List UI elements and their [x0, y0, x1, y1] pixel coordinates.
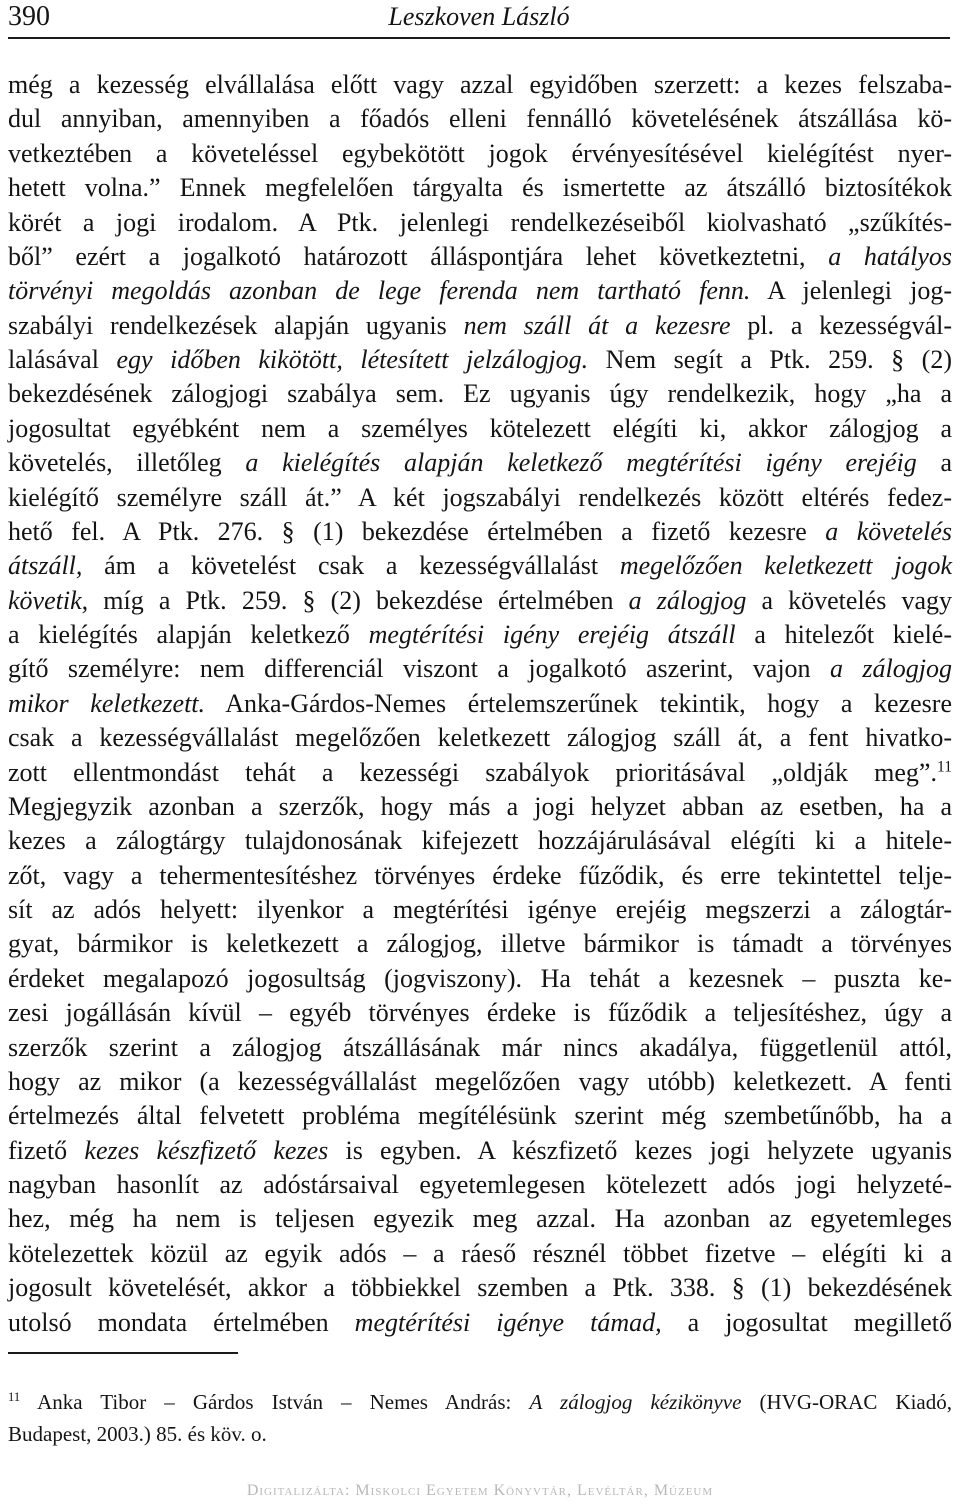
footnote-marker: 11: [8, 1390, 21, 1404]
text-line: [8, 171, 952, 205]
text-line: [8, 343, 952, 377]
text-line: [8, 446, 952, 480]
text-run: kielégítő személyre száll át.” A két jogszabályi rendelkezés között eltérés fedez-: [8, 482, 952, 512]
text-run: ám a követelést csak a kezességvállalást: [82, 551, 620, 581]
text-run: Anka Tibor – Gárdos István – Nemes András:: [20, 1390, 530, 1414]
text-run: zesi jogállásán kívül – egyéb törvényes érdeke is fűződik a teljesítéshez, úgy a: [8, 998, 952, 1028]
text-line: [8, 721, 952, 755]
text-line: [8, 893, 952, 927]
text-line: [8, 68, 952, 102]
text-line: [8, 240, 952, 274]
text-line: [8, 790, 952, 824]
text-run: zott ellentmondást tehát a kezességi szabályok prioritásával „oldják meg”.: [8, 757, 937, 787]
text-line: [8, 996, 952, 1030]
text-run: utolsó mondata értelmében: [8, 1307, 355, 1337]
italic-run: kezes készfizető kezes: [84, 1135, 329, 1165]
italic-run: nem száll át a kezesre: [463, 310, 731, 340]
italic-run: megelőzően keletkezett jogok: [619, 551, 952, 581]
text-run: a jogosultat megillető: [661, 1307, 952, 1337]
text-line: [8, 102, 952, 136]
italic-run: megtérítési igény erejéig átszáll: [368, 620, 736, 649]
digitization-watermark: Digitalizálta: Miskolci Egyetem Könyvtár, Levéltár, Múzeum: [246, 1482, 714, 1499]
italic-run: mikor keletkezett.: [8, 688, 206, 718]
text-line: [8, 549, 952, 583]
page-header: [8, 0, 950, 36]
italic-run: A zálogjog kézikönyve: [529, 1390, 742, 1414]
text-line: [8, 377, 952, 411]
text-run: (HVG-ORAC Kiadó,: [741, 1390, 952, 1414]
italic-run: a hatályos: [828, 241, 952, 271]
body-text: [8, 68, 952, 1340]
text-line: [8, 1134, 952, 1168]
text-run: jogosult követelését, akkor a többiekkel szemben a Ptk. 338. § (1) bekezdésének: [8, 1273, 952, 1303]
text-run: zőt, vagy a tehermentesítéshez törvényes érdeke fűződik, és erre tekintettel telje-: [8, 860, 952, 890]
text-run: nagyban hasonlít az adóstársaival egyetemlegesen kötelezett adós jogi helyzeté-: [8, 1170, 952, 1199]
text-run: sít az adós helyett: ilyenkor a megtérítési igénye erejéig megszerzi a zálogtár-: [8, 895, 952, 924]
text-line: [8, 824, 952, 858]
text-run: A jelenlegi jog-: [750, 276, 952, 306]
text-run: szerzők szerint a zálogjog átszállásának már nincs akadálya, függetlenül attól,: [8, 1032, 952, 1062]
text-run: vetkeztében a követeléssel egybekötött jogok érvényesítésével kielégítést nyer-: [8, 138, 952, 168]
text-run: érdeket megalapozó jogosultság (jogviszony). Ha tehát a kezesnek – puszta ke-: [8, 963, 952, 993]
text-run: míg a Ptk. 259. § (2) bekezdése értelmében: [88, 585, 629, 615]
text-run: kezes a zálogtárgy tulajdonosának kifejezett hozzájárulásával elégíti ki a hitele-: [8, 826, 952, 856]
text-line: [8, 137, 952, 171]
footnote-line: [8, 1386, 952, 1418]
text-run: gítő személyre: nem differenciál viszont a jogalkotó aszerint, vajon: [8, 654, 830, 684]
text-line: [8, 859, 952, 893]
text-line: [8, 1237, 952, 1271]
text-run: a hitelezőt kielé-: [735, 620, 952, 649]
text-line: [8, 1065, 952, 1099]
text-run: lalásával: [8, 345, 117, 374]
text-line: [8, 1271, 952, 1305]
italic-run: a kielégítés alapján keletkező megtérítési igény erejéig: [245, 448, 917, 478]
italic-run: megtérítési igénye támad,: [354, 1307, 662, 1337]
text-run: a kielégítés alapján keletkező: [8, 620, 369, 649]
text-run: hető fel. A Ptk. 276. § (1) bekezdése értelmében a fizető kezesre: [8, 516, 826, 546]
text-run: Budapest, 2003.) 85. és köv. o.: [8, 1422, 267, 1446]
text-run: Anka-Gárdos-Nemes értelemszerűnek tekintik, hogy a kezesre: [205, 688, 952, 718]
text-run: hetett volna.” Ennek megfelelően tárgyalta és ismertette az átszálló biztosítékok: [8, 173, 952, 203]
text-line: [8, 584, 952, 618]
text-line: [8, 412, 952, 446]
text-run: csak a kezességvállalást megelőzően keletkezett zálogjog száll át, a fent hivatko-: [8, 723, 952, 753]
text-run: követelés, illetőleg: [8, 448, 246, 478]
footnote-separator: [8, 1352, 238, 1354]
text-line: [8, 1202, 952, 1236]
text-line: [8, 756, 952, 790]
text-line: [8, 1099, 952, 1133]
text-run: körét a jogi irodalom. A Ptk. jelenlegi rendelkezéseiből kiolvasható „szűkítés-: [8, 207, 952, 237]
text-run: hogy az mikor (a kezességvállalást megelőzően vagy utóbb) keletkezett. A fenti: [8, 1066, 952, 1096]
text-line: [8, 274, 952, 308]
text-line: [8, 515, 952, 549]
text-run: még a kezesség elvállalása előtt vagy azzal egyidőben szerzett: a kezes felszaba-: [8, 70, 952, 99]
text-run: Megjegyzik azonban a szerzők, hogy más a jogi helyzet abban az esetben, ha a: [8, 791, 952, 821]
text-line: [8, 206, 952, 240]
text-run: Nem segít a Ptk. 259. § (2): [588, 345, 953, 374]
italic-run: egy időben kikötött, létesített jelzálogjog.: [116, 345, 589, 374]
text-run: értelmezés által felvetett probléma megítélésünk szerint még szembetűnőbb, ha a: [8, 1101, 952, 1131]
header-rule: [8, 37, 950, 39]
text-line: [8, 962, 952, 996]
text-line: [8, 1306, 952, 1340]
italic-run: a zálogjog: [628, 585, 747, 615]
footnotes: [8, 1386, 952, 1450]
text-run: kötelezettek közül az egyik adós – a ráeső résznél többet fizetve – elégíti ki a: [8, 1238, 952, 1268]
text-run: jogosultat egyébként nem a személyes kötelezett elégíti ki, akkor zálogjog a: [8, 413, 952, 443]
text-line: [8, 309, 952, 343]
text-line: [8, 1031, 952, 1065]
text-run: a követelés vagy: [746, 585, 952, 615]
page-number: 390: [8, 1, 50, 32]
footnote-line: [8, 1418, 952, 1450]
text-line: [8, 618, 952, 652]
text-run: gyat, bármikor is keletkezett a zálogjog, illetve bármikor is támadt a törvényes: [8, 929, 952, 959]
text-line: [8, 687, 952, 721]
text-run: a: [916, 448, 952, 478]
text-run: ből” ezért a jogalkotó határozott álláspontjára lehet következtetni,: [8, 241, 829, 271]
text-line: [8, 481, 952, 515]
text-run: pl. a kezességvál-: [730, 310, 952, 340]
text-run: dul annyiban, amennyiben a főadós elleni fennálló követelésének átszállása kö-: [8, 104, 952, 134]
text-line: [8, 1168, 952, 1202]
italic-run: a zálogjog: [830, 654, 952, 684]
italic-run: törvényi megoldás azonban de lege ferenda nem tartható fenn.: [8, 276, 751, 306]
text-run: hez, még ha nem is teljesen egyezik meg azzal. Ha azonban az egyetemleges: [8, 1204, 952, 1234]
italic-run: követik,: [8, 585, 89, 615]
running-head: Leszkoven László: [388, 2, 570, 31]
text-run: fizető: [8, 1135, 85, 1165]
footnote-marker: 11: [936, 757, 952, 775]
text-run: is egyben. A készfizető kezes jogi helyzete ugyanis: [328, 1135, 953, 1165]
text-line: [8, 927, 952, 961]
text-line: [8, 652, 952, 686]
italic-run: a követelés: [825, 516, 953, 546]
italic-run: átszáll,: [8, 551, 83, 581]
text-run: szabályi rendelkezések alapján ugyanis: [8, 310, 464, 340]
text-run: bekezdésének zálogjogi szabálya sem. Ez ugyanis úgy rendelkezik, hogy „ha a: [8, 379, 952, 409]
